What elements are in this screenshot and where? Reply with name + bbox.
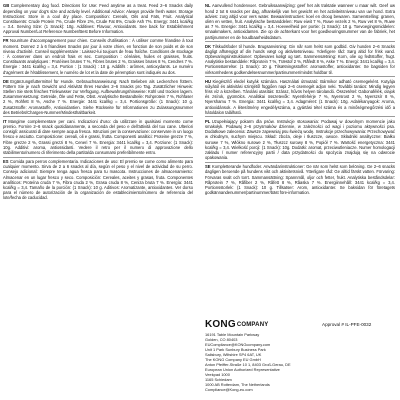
lang-code: HU [205,78,211,84]
section-fr [3,37,193,77]
address-lines [205,332,325,392]
section-text: Mangime complementare per cani. Indicazioni d'uso: da utilizzare in qualsiasi momento come premio. Fornire 2–6 snack quotidianamente, a seconda del peso e dell'attività del tuo cane. Ulteriori consigli: assicurati di dare sempre acqua fresca. Istruzioni per la conservazione: conservare in un luogo fresco e asciutto. Composizione: cereali, oli e grassi, frutta. Componenti analitici: Proteine grezze 7 %, Fibre grezze 2 %, Grassi grezzi 8 %, Ceneri 7 %. Energia: 3441 kcal/kg = 3,4. Porzione: (1 Snack): 10g. Additivi: aroma, antiossidanti. Vedere il retro per il numero di approvazione dello stabilimento/numero di riferimento della partita/da consumarsi preferibilmente entro. [3,118,193,155]
kong-company-logo [205,319,268,330]
section-hu [205,77,395,117]
section-gb [3,2,193,37]
section-text: Uzupełniający pokarm dla psów. Instrukcje stosowania: Podawaj w dowolnym momencie jako smakołyk. Podawaj 2–6 przysmaków dziennie, w zależności od wagi i poziomu aktywności psa. Dodatkowe zalecenia: Zawsze zapewniaj psu świeżą wodę. Instrukcje przechowywania: Przechowywać w chłodnym, suchym miejscu. Skład: zboża, oleje i tłuszcze, owoce. Składniki analityczne: Białko surowe 7 %, Włókno surowe 2 %, Tłuszcz surowy 8 %, Popiół 7 %. Wartość energetyczna: 3441 kcal/kg = 3,4. Wielkość porcji: (1 Snack): 10g. Dodatki: aromat, przeciwutleniacze. Numer homologacji zakładu / numer referencyjny partii / data przydatności do spożycia znajdują się na odwrocie opakowania. [205,118,395,161]
section-text: Kiegészítő eledel kutyák számára. Használati útmutató: Bármikor adható csemegeként. Kutyája súlyától és aktivitási szintjétől függően napi 2–6 csemegét adjon neki. További tanács: Mindig legyen friss víz a közelben. Tárolási utasítás: Száraz, hűvös helyen tárolandó. Összetétel: Gabonafélék, olajok és zsírok, gyümölcs. Analitikai összetevők: Nyersfehérje 7 %, Nyersrost 2 %, Nyerszsír 8 %, Nyershamu 7 %. Energia: 3441 kcal/kg = 3,4. Adagméret: (1 Snack): 10g. Adalékanyagok: Aroma, antioxidánsok. A létesítmény engedélyszáma, a gyártási tétel száma és a minőségmegőrzési idő a hátoldalon található. [205,78,395,115]
lang-code: DK [205,43,211,49]
logo-sub-text: COMPANY [236,322,269,328]
section-nl [205,2,395,42]
lang-code: SE [205,164,211,170]
address-line: EUCompliance@KONGcompany.com [205,342,271,347]
address-line: Golden, CO 80403 [205,337,238,342]
right-column [205,2,395,197]
section-text: Kompletterande hundfoder. Användarinstruktioner: Ge när som helst som belöning. Ge 2–6 snacks dagligen beroende på hundens vikt och aktivitetsnivå. Ytterligare råd: Ge alltid färskt vatten. Förvaring: Förvaras svalt och torrt. Sammansättning: Spannmål, oljor och fetter, frukt. Analytiska beståndsdelar: Råprotein 7 %, Råfiber 2 %, Råfett 8 %, Råaska 7 %. Energiinnehåll: 3441 kcal/kg = 3,4. Portionsstorlek: (1 Snack): 10 g. Tillsatser: Arom, antioxidanter. Se baksidan för företagets godkännandenummer/partinummer/bäst före-information. [205,164,395,196]
address-line: Compliance@Kong-eu.com [205,387,253,392]
approval-number: Approval # IL-PFE-0032 [322,322,372,327]
section-text: Comida para perros complementaria. Indicaciones de uso: El premio se come como alimento para cualquier momento. Sirva de 2 a 6 snacks al día, según el peso y el nivel de actividad de su perro. Consejo adicional: Siempre tenga agua fresca para tu mascota. Instrucciones de almacenamiento: Almacenar en un lugar fresco y seco. Composición: Cereales, aceites y grasas, fruta. Componentes analíticos: Proteína cruda 7 %, Fibra cruda 2 %, Grasa cruda 8 %, Ceniza bruta 7 %. Energía: 3441 kcal/kg = 3,4. Tamaño de la porción: (1 Snack): 10 g. Aditivos: Aromatizante, antioxidantes. Ver dorso para el número de autorización de la organización de establecimiento/número de referencia del lote/fecha de caducidad. [3,158,193,201]
address-line: 1165 Schiedam [205,377,232,382]
section-se [205,163,395,197]
lang-code: NL [205,3,211,9]
address-line: Veekpad 1000 [205,372,230,377]
address-line: 1000 AB Rotterdam, The Netherlands [205,382,270,387]
section-text: Nourriture d'accompagnement pour chien. Conseils d'utilisation : À utiliser comme friandise à tout moment. Donnez 2 à 6 friandises Snacks par jour à votre chien, en fonction de son poids et de son niveau d'activité. Conseil supplémentaire : Laissez-lui toujours de l'eau fraîche. Conditions de stockage : À conserver dans un endroit frais et sec. Composition : céréales, huiles et graisses, fruits. Constituants analytiques : Protéines brutes 7 %, Fibres brutes 2 %, Graisses brutes 8 %, Cendres 7 %. Énergie : 3441 kcal/kg = 3,4. Portion : (1 Snack) : 10 g. Additifs : arômes, antioxydants. Le numéro d'agrément de l'établissement, le numéro de lot et la date de péremption sont indiqués au dos. [3,38,193,75]
section-it [3,117,193,157]
section-text: Aanvullend hondenvoer. Gebruiksaanwijzing: geef het als traktatie wanneer u maar wilt. Geef uw hond 2 tot 6 snacks per dag, afhankelijk van het gewicht en het activiteitsniveau van uw hond. Extra advies: zorg altijd voor vers water. Bewaarinstructies: koel en droog bewaren. Samenstelling: granen, oliën en vetten, fruit. Analytische bestanddelen: Ruw eiwit 7 %, Ruwe vezels 2 %, Ruw vet 8 %, Ruwe as 7 %. Energie: 3441 kcal/kg = 3,4. Hoeveelheid per portie: (1 Snack): 10 g. Toevoegingsmiddelen: smaakmakers, antioxidanten. Zie op de achterkant voor het goedkeuringsnummer van de fabriek, het partijnummer en de houdbaarheidsdatum. [205,3,395,40]
company-footer [205,319,397,392]
left-column [3,2,193,202]
lang-code: IT [3,118,7,124]
section-de [3,77,193,117]
lang-code: FR [3,38,9,44]
lang-code: ES [3,158,9,164]
logo-main-text: KONG [205,319,236,330]
address-line: European Union Authorized Representative [205,367,280,372]
section-dk [205,42,395,77]
section-es [3,158,193,202]
address-line: Anton Pfeiffer-Straße 10 1, 8403 Groß-Gerau, DE [205,362,291,367]
lang-code: GB [3,3,10,9]
address-line: 16191 Table Mountain Parkway [205,332,260,337]
lang-code: DE [3,78,9,84]
section-pl [205,117,395,162]
lang-code: PL [205,118,211,124]
address-line: The KONG Company EU GmbH [205,357,261,362]
address-line: Salisbury, Wiltshire SP4 6AT, UK [205,352,262,357]
section-text: Ergänzungsfuttermittel für Hunde. Gebrauchsanweisung: Nach Belieben als Leckerchen füttern. Füttern Sie je nach Gewicht und Aktivität Ihres Hundes 2–6 Snacks pro Tag. Zusätzlicher Hinweis: Stellen Sie stets frisches Trinkwasser zur Verfügung. Aufbewahrungshinweise: Kühl und trocken lagern. Zusammensetzung: Getreide, Öle und Fette, Obst. Analytische Bestandteile: Rohprotein 7 %, Rohfaser 2 %, Rohfett 8 %, Asche 7 %. Energie: 3441 kcal/kg = 3,4. Portionsgröße: (1 Snack): 10 g. Zusatzstoffe: Aromastoffe, Antioxidantien. Siehe Rückseite für Informationen zu Zulassungsnummer des Betriebs/Chargen-Nummer/Mindesthaltbarkeit. [3,78,193,115]
section-text: Tilskudsfoder til hunde. Brugsanvisning: Giv når som helst som godbid. Giv hunden 2–6 Snacks dagligt afhængigt af din hunds vægt og aktivitetsniveau. Yderligere råd: Sørg altid for frisk vand. Opbevaringsinstruktioner: Opbevares køligt og tørt. Sammensætning: Korn, olie og fedtstoffer, frugt. Analytiske bestanddele: Råprotein 7 %, Træstof 2 %, Råfedt 8 %, Aske 7 %. Energi: 3441 kcal/kg = 3,4. Portionsstørrelse: (1 Snack): 10 g. Tilsætningsstoffer: aromastoffer, antioxidanter. Se bagsiden for virksomhedens godkendelsesnummer/partinummer/mindst holdbar til. [205,43,395,75]
section-text: Complementary dog food. Directions for Use: Feed anytime as a treat. Feed 2–6 Snacks daily depending on your dog's size and activity level. Additional Advice: Always provide fresh water. Storage Instructions: Store in a cool dry place. Composition: Cereals, Oils and Fats, Fruit. Analytical Constituents: Crude Protein 7%, Crude Fibre 2%, Crude Fat 8%, Crude Ash 7%. Energy: 3441 kcal/kg = 3.4. Serving Size: (1 Snack): 10g. Additives: Flavour, Antioxidants. See back for Establishment Approval Number/Lot Reference Number/Best Before Information. [3,3,193,35]
address-line: Unit 1 Park Sunbury Business Park [205,347,266,352]
